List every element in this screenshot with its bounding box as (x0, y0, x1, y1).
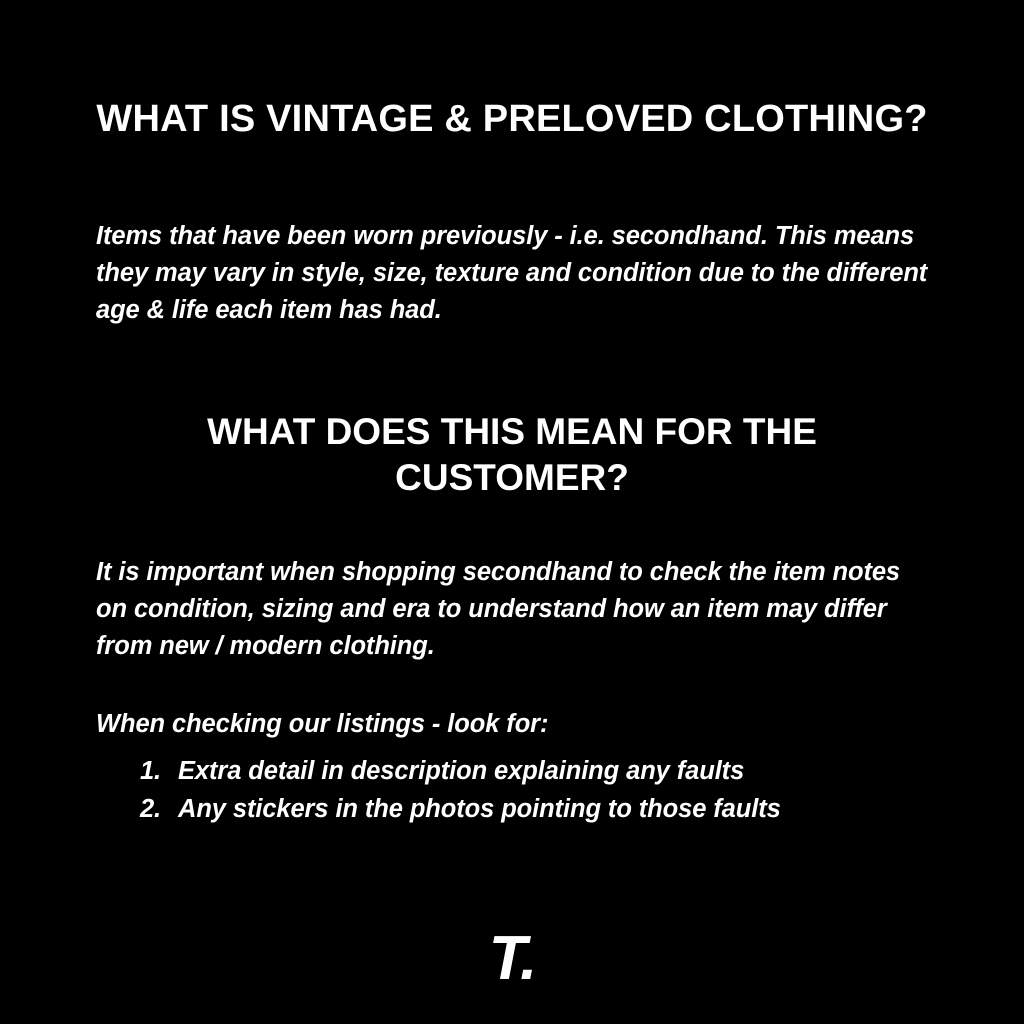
checklist-items (120, 752, 920, 829)
importance-paragraph: It is important when shopping secondhand to check the item notes on condition, sizing and era to understand how an item may differ from new / modern clothing. (96, 557, 901, 661)
list-item: 1. Extra detail in description explaining any faults (168, 752, 920, 790)
checking-listings-line: When checking our listings - look for: (96, 709, 549, 738)
section-heading-customer: WHAT DOES THIS MEAN FOR THE CUSTOMER? (207, 410, 817, 498)
checklist (120, 752, 920, 829)
page-title: WHAT IS VINTAGE & PRELOVED CLOTHING? (96, 98, 928, 141)
list-item: 2. Any stickers in the photos pointing to those faults (168, 790, 920, 828)
intro-paragraph: Items that have been worn previously - i.e. secondhand. This means they may vary in style, size, texture and condition due to the different age & life each item has had. (96, 221, 928, 325)
brand-logo: T. (488, 924, 536, 993)
